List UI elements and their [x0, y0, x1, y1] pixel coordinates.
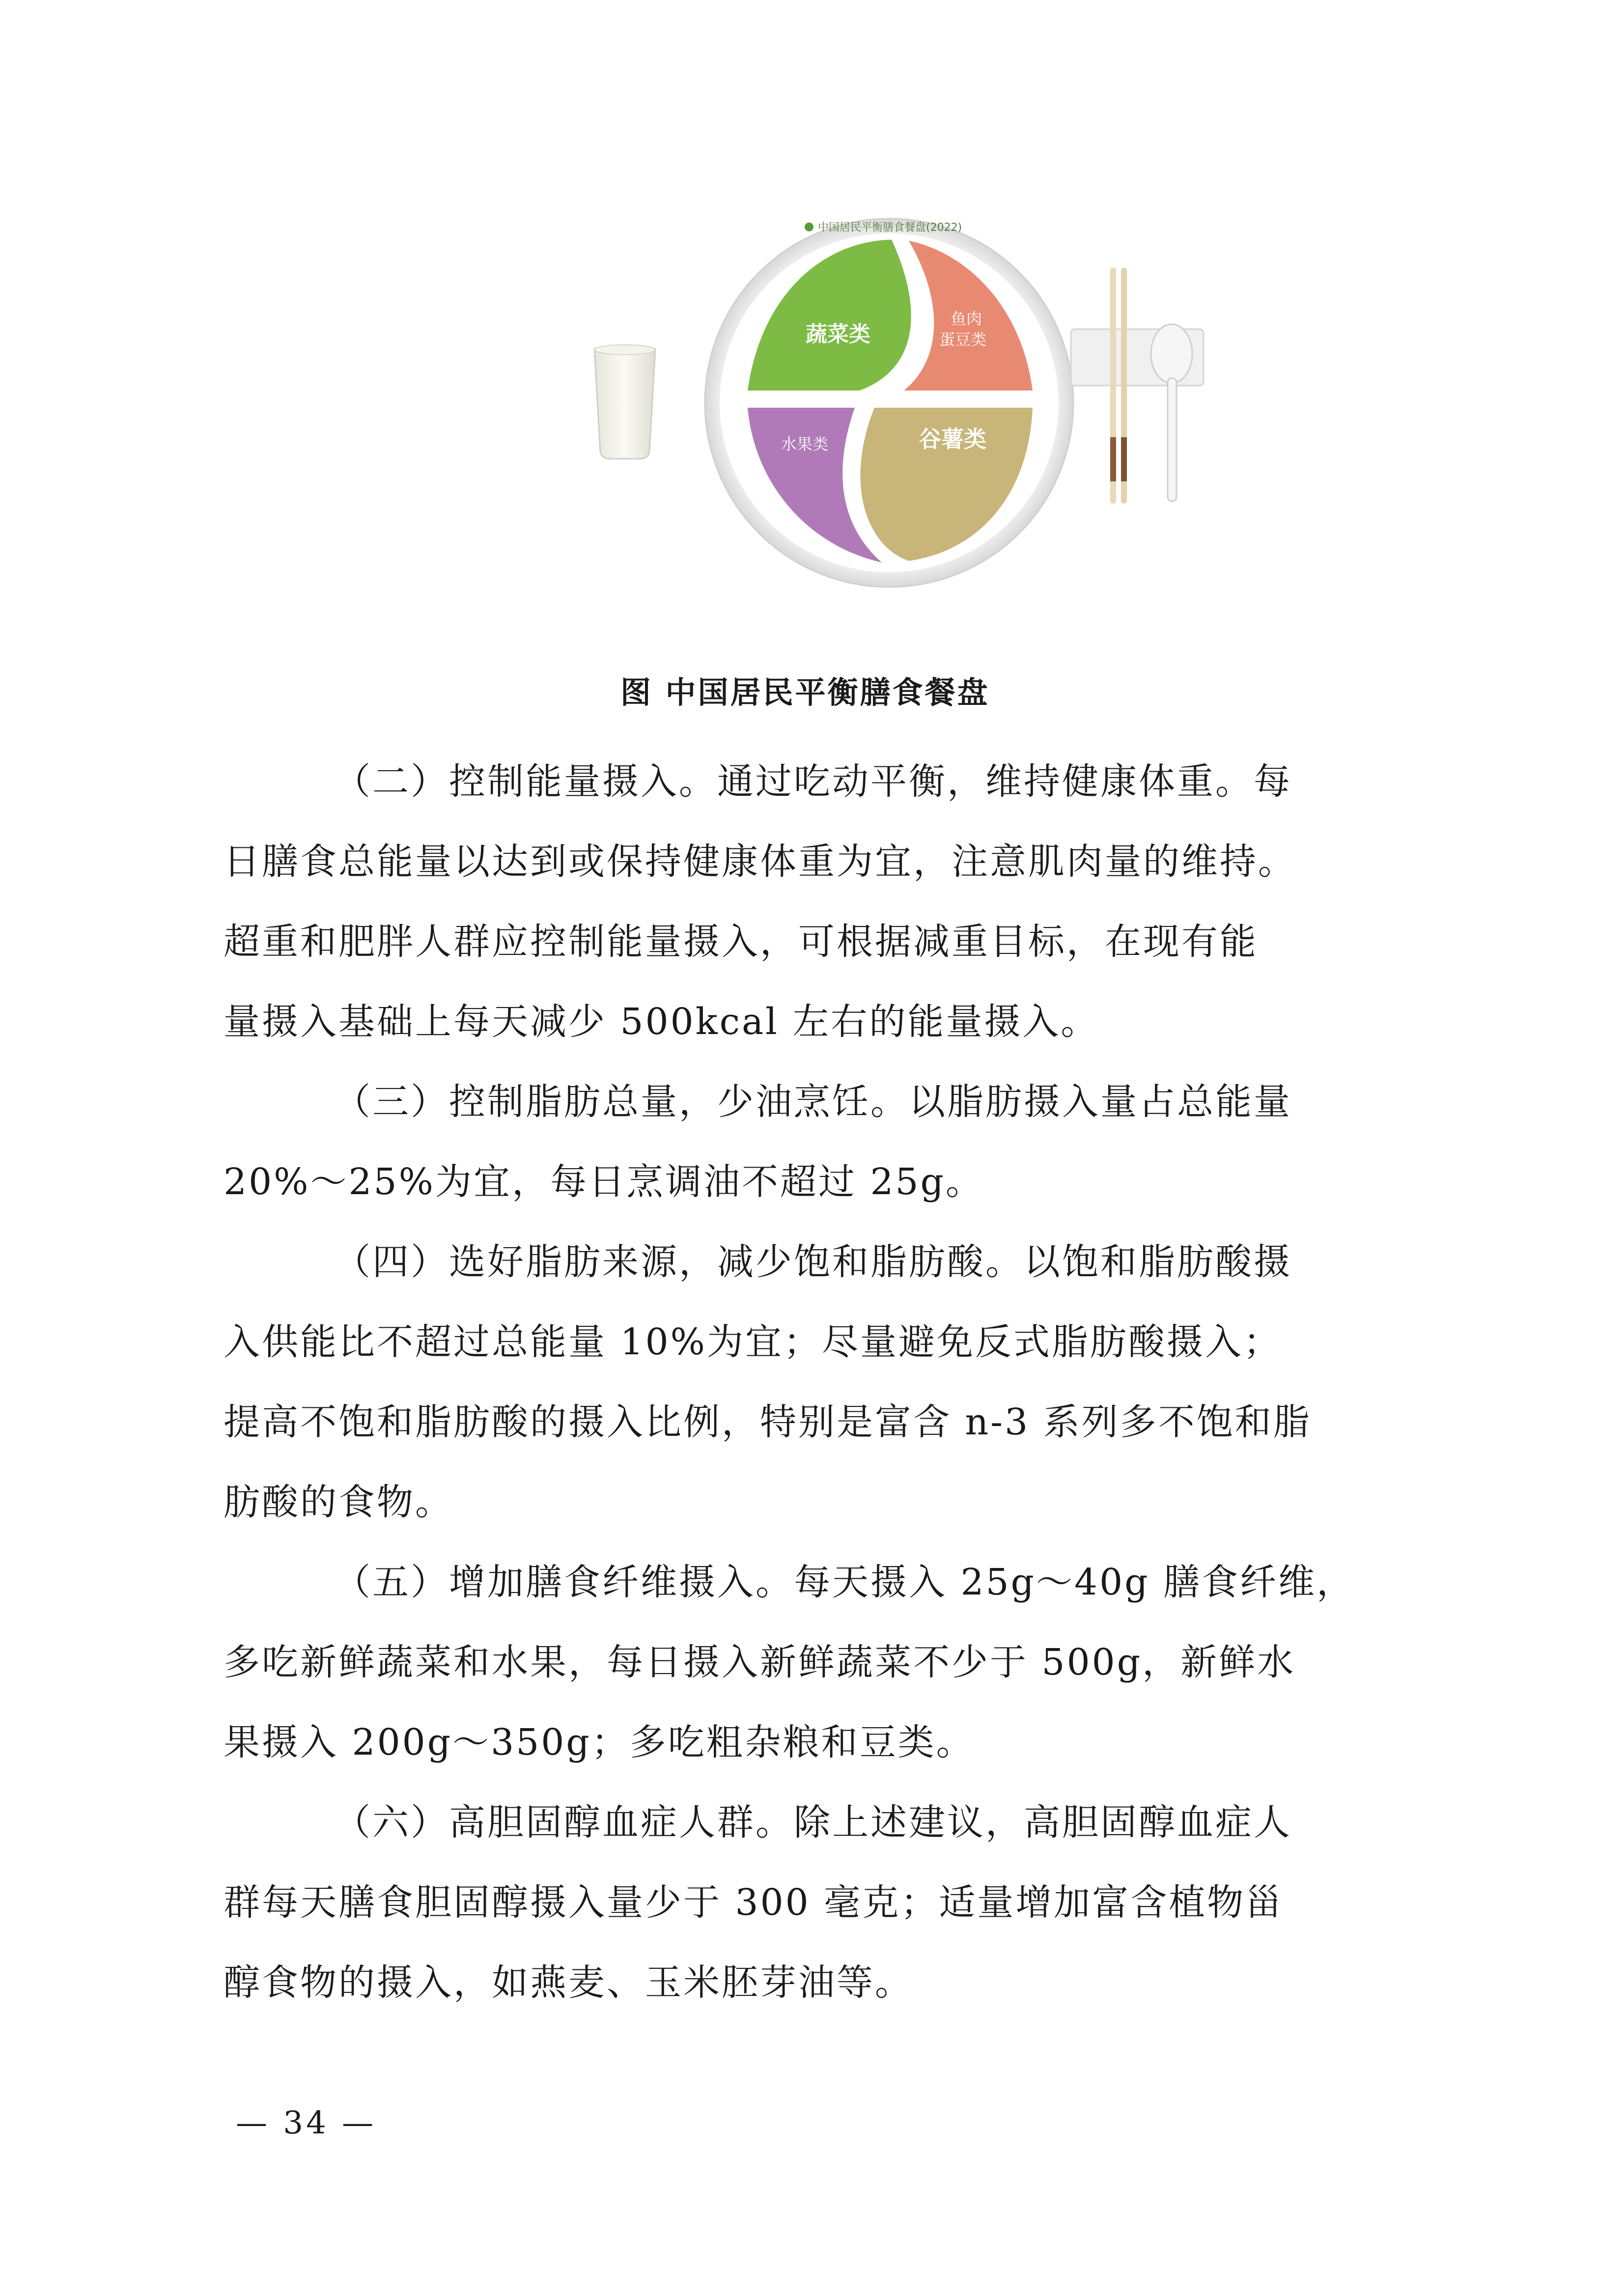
figure-caption: 图 中国居民平衡膳食餐盘 — [620, 674, 990, 710]
paragraph-fat-source — [224, 1222, 1422, 1542]
text-line: 入供能比不超过总能量 10%为宜；尽量避免反式脂肪酸摄入； — [224, 1321, 1282, 1363]
text-line: 肪酸的食物。 — [224, 1481, 453, 1523]
paragraph-cholesterol — [224, 1783, 1422, 2023]
text-line: 醇食物的摄入，如燕麦、玉米胚芽油等。 — [224, 1961, 913, 2004]
text-line: 日膳食总能量以达到或保持健康体重为宜，注意肌肉量的维持。 — [224, 840, 1296, 883]
plate-title: 中国居民平衡膳食餐盘(2022) — [818, 222, 962, 234]
diet-plate-illustration — [565, 206, 1228, 589]
page-number: — 34 — — [236, 2105, 377, 2141]
fruit-label: 水果类 — [781, 435, 829, 453]
meat-label-line1: 鱼肉 — [951, 309, 982, 328]
text-line: 多吃新鲜蔬菜和水果，每日摄入新鲜蔬菜不少于 500g，新鲜水 — [224, 1641, 1296, 1683]
text-line: 果摄入 200g～350g；多吃粗杂粮和豆类。 — [224, 1721, 975, 1763]
grains-label: 谷薯类 — [919, 426, 986, 452]
text-line: （二）控制能量摄入。通过吃动平衡，维持健康体重。每 — [334, 760, 1292, 803]
meat-label-line2: 蛋豆类 — [939, 330, 987, 349]
chopsticks-spoon-icon — [1071, 268, 1204, 504]
text-line: 提高不饱和脂肪酸的摄入比例，特别是富含 n-3 系列多不饱和脂 — [224, 1401, 1312, 1443]
plate — [705, 219, 1073, 587]
diet-plate-figure — [565, 206, 1228, 589]
text-line: 20%～25%为宜，每日烹调油不超过 25g。 — [224, 1161, 984, 1203]
text-line: （三）控制脂肪总量，少油烹饪。以脂肪摄入量占总能量 — [334, 1081, 1292, 1123]
text-line: 群每天膳食胆固醇摄入量少于 300 毫克；适量增加富含植物甾 — [224, 1881, 1284, 1924]
paragraph-fat-total — [224, 1062, 1422, 1222]
text-line: 超重和肥胖人群应控制能量摄入，可根据减重目标，在现有能 — [224, 921, 1258, 963]
plate-logo-icon — [805, 223, 813, 231]
milk-glass-icon — [594, 345, 655, 459]
paragraph-energy-intake — [224, 742, 1422, 1062]
paragraph-dietary-fiber — [224, 1542, 1422, 1783]
text-line: （六）高胆固醇血症人群。除上述建议，高胆固醇血症人 — [334, 1801, 1292, 1844]
vegetables-label: 蔬菜类 — [806, 322, 870, 347]
text-line: （四）选好脂肪来源，减少饱和脂肪酸。以饱和脂肪酸摄 — [334, 1241, 1292, 1283]
text-line: （五）增加膳食纤维摄入。每天摄入 25g～40g 膳食纤维， — [334, 1561, 1355, 1603]
text-line: 量摄入基础上每天减少 500kcal 左右的能量摄入。 — [224, 1001, 1099, 1043]
